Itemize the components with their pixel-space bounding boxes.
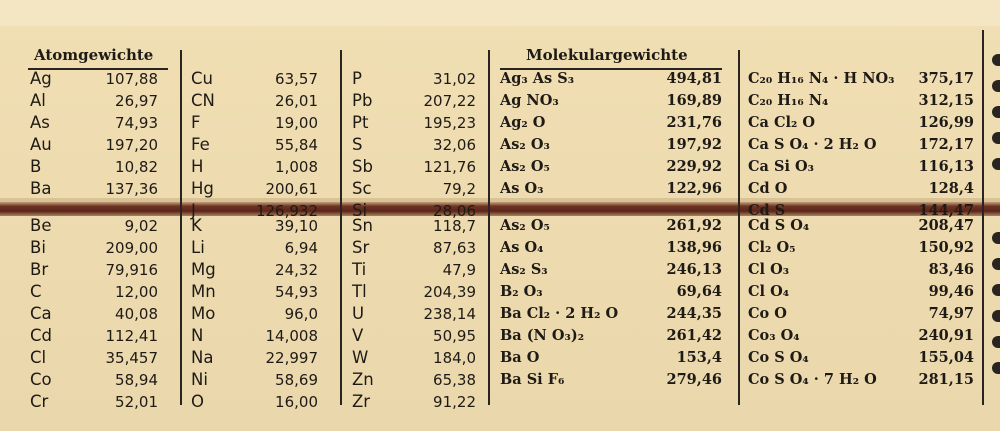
atomic-weight: 209,00 [105, 239, 158, 257]
molekulargewichte-header: Molekulargewichte [526, 46, 688, 64]
element-symbol: Tl [352, 282, 367, 301]
element-symbol: As [30, 113, 50, 132]
element-symbol: O [191, 392, 204, 411]
element-symbol: Co [30, 370, 52, 389]
molecular-weight: 279,46 [666, 371, 722, 388]
atomic-weight: 200,61 [265, 180, 318, 198]
edge-mark [992, 54, 1000, 66]
molecular-weight: 144,47 [918, 202, 974, 219]
edge-mark [992, 132, 1000, 144]
molecular-formula: As₂ S₃ [500, 261, 548, 278]
element-symbol: K [191, 216, 202, 235]
element-symbol: Ag [30, 69, 52, 88]
atomic-weight: 195,23 [423, 114, 476, 132]
molecular-weight: 153,4 [676, 349, 722, 366]
element-symbol: Au [30, 135, 52, 154]
atomic-weight: 31,02 [433, 70, 476, 88]
element-symbol: Zr [352, 392, 371, 411]
element-symbol: CN [191, 91, 215, 110]
element-symbol: Ti [352, 260, 367, 279]
edge-mark [992, 336, 1000, 348]
molecular-weight: 128,4 [928, 180, 974, 197]
element-symbol: Br [30, 260, 49, 279]
atomic-weight: 238,14 [423, 305, 476, 323]
atomic-weight: 12,00 [115, 283, 158, 301]
element-symbol: Cr [30, 392, 49, 411]
molecular-formula: Cl O₃ [748, 261, 790, 278]
molecular-weight: 169,89 [666, 92, 722, 109]
atomic-weight: 6,94 [284, 239, 318, 257]
element-symbol: V [352, 326, 364, 345]
molecular-weight: 99,46 [928, 283, 974, 300]
molecular-weight: 229,92 [666, 158, 722, 175]
element-symbol: Pt [352, 113, 369, 132]
molecular-weight: 246,13 [666, 261, 722, 278]
molecular-weight: 261,42 [666, 327, 722, 344]
element-symbol: Mn [191, 282, 216, 301]
atomic-weight: 58,69 [275, 371, 318, 389]
atomic-weight: 107,88 [105, 70, 158, 88]
atomic-weight: 32,06 [433, 136, 476, 154]
element-symbol: W [352, 348, 369, 367]
atomic-weight: 28,06 [433, 202, 476, 220]
element-symbol: Pb [352, 91, 373, 110]
element-symbol: Cu [191, 69, 213, 88]
molecular-formula: Co S O₄ · 7 H₂ O [748, 371, 877, 388]
molecular-formula: As₂ O₅ [500, 158, 550, 175]
molecular-formula: C₂₀ H₁₆ N₄ [748, 92, 829, 109]
molecular-formula: Cd S O₄ [748, 217, 810, 234]
atomic-weight: 52,01 [115, 393, 158, 411]
molecular-weight: 172,17 [918, 136, 974, 153]
element-symbol: Zn [352, 370, 374, 389]
atomic-weight: 19,00 [275, 114, 318, 132]
atomic-weight: 35,457 [105, 349, 158, 367]
molecular-weight: 240,91 [918, 327, 974, 344]
element-symbol: Bi [30, 238, 46, 257]
atomic-weight: 79,2 [442, 180, 476, 198]
edge-mark [992, 80, 1000, 92]
element-symbol: Li [191, 238, 205, 257]
molecular-formula: Co S O₄ [748, 349, 809, 366]
element-symbol: Ba [30, 179, 52, 198]
atomic-weight: 126,932 [255, 202, 318, 220]
atomic-weight: 58,94 [115, 371, 158, 389]
atomic-weight: 118,7 [433, 217, 476, 235]
molecular-formula: Ag₂ O [500, 114, 546, 131]
element-symbol: Cd [30, 326, 52, 345]
element-symbol: Ca [30, 304, 52, 323]
atomic-weight: 24,32 [275, 261, 318, 279]
edge-mark [992, 362, 1000, 374]
molecular-formula: Ag NO₃ [500, 92, 559, 109]
molecular-formula: Ag₃ As S₃ [500, 70, 575, 87]
column-divider [738, 50, 740, 405]
atomic-weight: 26,01 [275, 92, 318, 110]
molecular-formula: C₂₀ H₁₆ N₄ · H NO₃ [748, 70, 895, 87]
atomic-weight: 1,008 [275, 158, 318, 176]
atomic-weight: 197,20 [105, 136, 158, 154]
molecular-weight: 494,81 [666, 70, 722, 87]
atomic-weight: 16,00 [275, 393, 318, 411]
atomic-weight: 65,38 [433, 371, 476, 389]
atomic-weight: 39,10 [275, 217, 318, 235]
edge-mark [992, 284, 1000, 296]
atomic-weight: 47,9 [442, 261, 476, 279]
atomic-weight: 50,95 [433, 327, 476, 345]
molecular-formula: Cd S [748, 202, 786, 219]
molecular-formula: Ba (N O₃)₂ [500, 327, 585, 344]
element-symbol: F [191, 113, 201, 132]
element-symbol: Sn [352, 216, 373, 235]
element-symbol: N [191, 326, 204, 345]
element-symbol: Al [30, 91, 46, 110]
atomic-weight: 204,39 [423, 283, 476, 301]
element-symbol: S [352, 135, 363, 154]
atomic-weight: 40,08 [115, 305, 158, 323]
molecular-formula: As O₃ [500, 180, 544, 197]
paper-top-band [0, 0, 1000, 26]
atomgewichte-header: Atomgewichte [34, 46, 154, 64]
atomic-weight: 14,008 [265, 327, 318, 345]
molecular-weight: 138,96 [666, 239, 722, 256]
molecular-weight: 281,15 [918, 371, 974, 388]
molecular-weight: 155,04 [918, 349, 974, 366]
atomic-weight: 137,36 [105, 180, 158, 198]
element-symbol: Mo [191, 304, 216, 323]
molecular-weight: 197,92 [666, 136, 722, 153]
molecular-formula: Ca S O₄ · 2 H₂ O [748, 136, 877, 153]
atomic-weight: 63,57 [275, 70, 318, 88]
molecular-weight: 312,15 [918, 92, 974, 109]
molecular-formula: Ba O [500, 349, 540, 366]
element-symbol: U [352, 304, 365, 323]
molecular-formula: Cl O₄ [748, 283, 790, 300]
molecular-weight: 116,13 [918, 158, 974, 175]
element-symbol: Sc [352, 179, 372, 198]
molecular-formula: Cl₂ O₅ [748, 239, 796, 256]
molecular-weight: 375,17 [918, 70, 974, 87]
molecular-weight: 208,47 [918, 217, 974, 234]
element-symbol: P [352, 69, 362, 88]
atomic-weight: 79,916 [105, 261, 158, 279]
element-symbol: Sr [352, 238, 370, 257]
edge-mark [992, 158, 1000, 170]
molecular-formula: Co₃ O₄ [748, 327, 800, 344]
molecular-formula: Cd O [748, 180, 788, 197]
atomic-weight: 112,41 [105, 327, 158, 345]
molecular-weight: 231,76 [666, 114, 722, 131]
atomic-weight: 10,82 [115, 158, 158, 176]
atomic-weight: 207,22 [423, 92, 476, 110]
atomic-weight: 184,0 [433, 349, 476, 367]
atomic-weight: 96,0 [284, 305, 318, 323]
paper-tear [0, 202, 1000, 216]
molecular-weight: 74,97 [928, 305, 974, 322]
atomic-weight: 121,76 [423, 158, 476, 176]
edge-mark [992, 258, 1000, 270]
molecular-formula: Ba Si F₆ [500, 371, 565, 388]
column-divider [180, 50, 182, 405]
atomic-weight: 54,93 [275, 283, 318, 301]
molecular-weight: 122,96 [666, 180, 722, 197]
molecular-formula: Ca Si O₃ [748, 158, 814, 175]
element-symbol: Mg [191, 260, 216, 279]
molecular-weight: 261,92 [666, 217, 722, 234]
atomic-weight: 26,97 [115, 92, 158, 110]
atomic-weight: 91,22 [433, 393, 476, 411]
molecular-weight: 150,92 [918, 239, 974, 256]
molecular-formula: Co O [748, 305, 787, 322]
molecular-formula: As₂ O₃ [500, 136, 550, 153]
molecular-weight: 69,64 [676, 283, 722, 300]
molecular-formula: Ca Cl₂ O [748, 114, 816, 131]
column-divider [982, 30, 984, 405]
element-symbol: Cl [30, 348, 47, 367]
element-symbol: C [30, 282, 42, 301]
element-symbol: Sb [352, 157, 373, 176]
column-divider [340, 50, 342, 405]
molecular-formula: As₂ O₅ [500, 217, 550, 234]
element-symbol: Ni [191, 370, 208, 389]
element-symbol: Hg [191, 179, 214, 198]
atomic-weight: 9,02 [124, 217, 158, 235]
element-symbol: J [191, 201, 196, 220]
molecular-weight: 83,46 [928, 261, 974, 278]
molecular-weight: 244,35 [666, 305, 722, 322]
element-symbol: Fe [191, 135, 210, 154]
column-divider [488, 50, 490, 405]
molecular-formula: Ba Cl₂ · 2 H₂ O [500, 305, 619, 322]
element-symbol: Na [191, 348, 214, 367]
molecular-formula: As O₄ [500, 239, 544, 256]
molecular-weight: 126,99 [918, 114, 974, 131]
element-symbol: Si [352, 201, 368, 220]
atomic-weight: 22,997 [265, 349, 318, 367]
atomic-weight: 87,63 [433, 239, 476, 257]
element-symbol: H [191, 157, 204, 176]
element-symbol: Be [30, 216, 52, 235]
atomic-weight: 55,84 [275, 136, 318, 154]
edge-mark [992, 106, 1000, 118]
edge-mark [992, 232, 1000, 244]
edge-mark [992, 310, 1000, 322]
element-symbol: B [30, 157, 42, 176]
molecular-formula: B₂ O₃ [500, 283, 543, 300]
atomic-weight: 74,93 [115, 114, 158, 132]
